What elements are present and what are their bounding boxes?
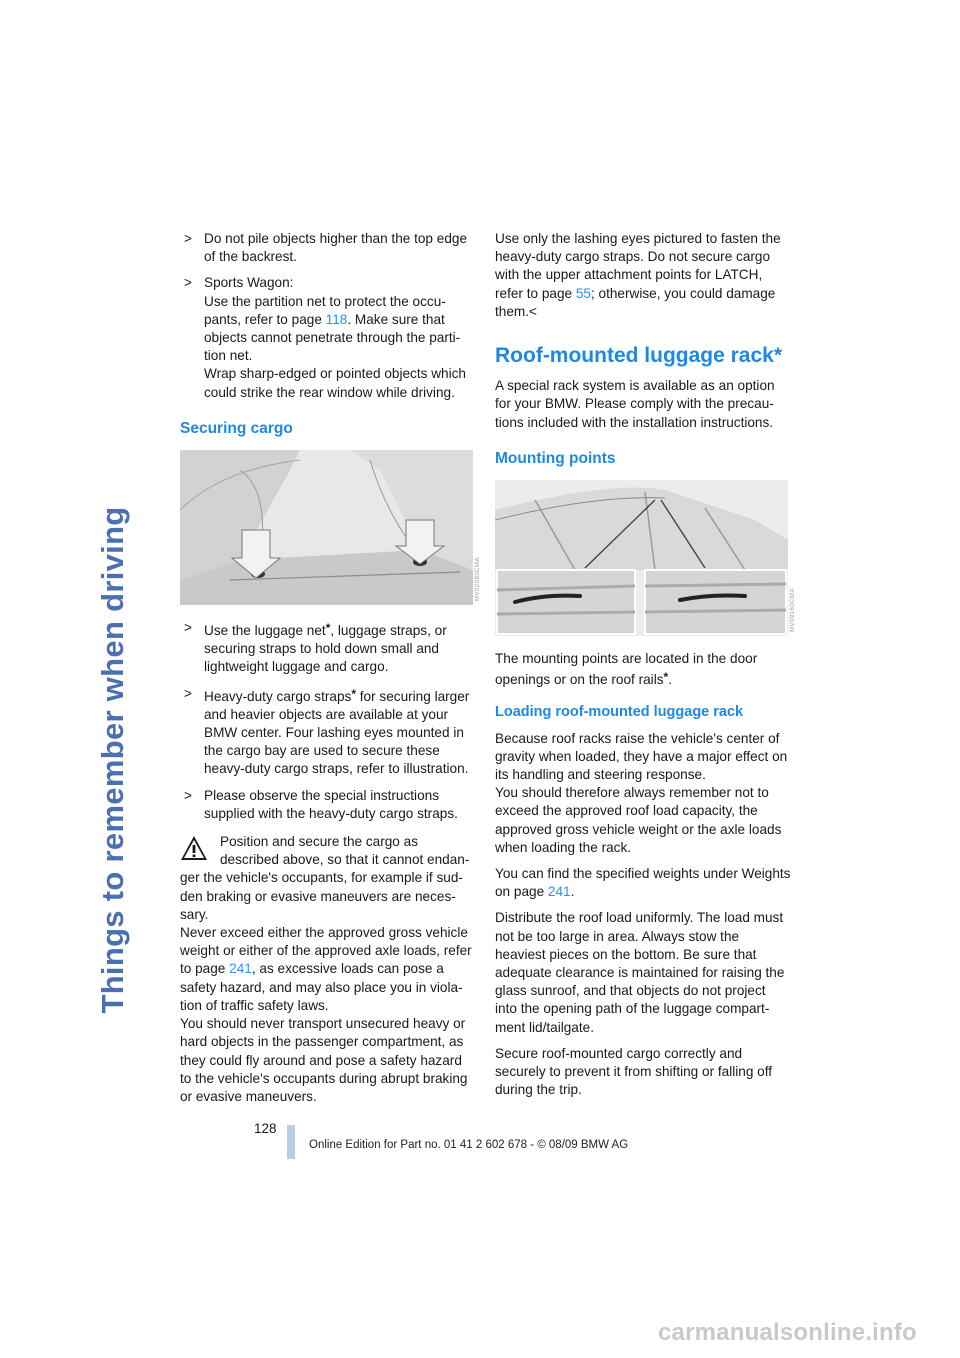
end-mark: < bbox=[529, 303, 537, 319]
cargo-illustration bbox=[180, 450, 481, 605]
mounting-points-illustration bbox=[495, 480, 796, 636]
page-link-241b[interactable]: 241 bbox=[547, 884, 571, 900]
warning-p1: Position and secure the cargo as described above, so that it cannot endanger the vehicle's occupants, for example if sudden braking or evasive maneuvers are necessary. bbox=[180, 834, 470, 922]
warning-note bbox=[180, 833, 476, 1106]
weights-text: You can find the specified weights under Weights on page 241. bbox=[495, 866, 791, 900]
secure-text: Secure roof-mounted cargo correctly and securely to prevent it from shifting or falling off during the trip. bbox=[495, 1045, 773, 1098]
footer-bar bbox=[287, 1125, 295, 1159]
figure-code: MV02080CMA bbox=[474, 557, 481, 602]
left-column bbox=[180, 230, 481, 1114]
warning-triangle-icon bbox=[180, 835, 208, 861]
page-link-55[interactable]: 55 bbox=[575, 285, 591, 301]
mounting-points-text: The mounting points are located in the door openings or on the roof rails*. bbox=[495, 651, 758, 688]
cargo-bay-image bbox=[180, 450, 473, 605]
heading-roof-rack: Roof-mounted luggage rack* bbox=[495, 344, 783, 368]
page-link-241[interactable]: 241 bbox=[229, 961, 252, 977]
roof-rack-text: A special rack system is available as an option for your BMW. Please comply with the precautions included with the installation instructions. bbox=[495, 378, 775, 430]
loading-text-1: Because roof racks raise the vehicle's center of gravity when loaded, they have a major effect on its handling and steering response. You should therefore always remember not to exceed the approved roof load capacity, the approved gross vehicle weight or the axle loads when loading the rack. bbox=[495, 730, 788, 855]
heading-mounting-points: Mounting points bbox=[495, 449, 616, 467]
bullet-special-instructions: > Please observe the special instructions supplied with the heavy-duty cargo straps. bbox=[184, 787, 458, 821]
lashing-eyes-text: Use only the lashing eyes pictured to fasten the heavy-duty cargo straps. Do not secure cargo with the upper attachment points for LATCH, refer to page 55; otherwise, you could damage them.< bbox=[495, 231, 781, 319]
figure-code: MV09160CMA bbox=[789, 588, 796, 633]
bullet-cargo-straps: > Heavy-duty cargo straps* for securing larger and heavier objects are available at your BMW center. Four lashing eyes mounted in the cargo bay are used to secure these heavy-duty cargo straps, refer to illustration. bbox=[184, 685, 470, 777]
heading-loading-rack: Loading roof-mounted luggage rack bbox=[495, 704, 744, 721]
page-link-118[interactable]: 118 bbox=[325, 311, 348, 327]
bullet-backrest: > Do not pile objects higher than the top edge of the backrest. bbox=[184, 231, 468, 265]
roof-mounting-image bbox=[495, 480, 788, 636]
bullet-sports-wagon: > Sports Wagon: Use the partition net to protect the occupants, refer to page 118. Make sure that objects cannot penetrate through the partition net. Wrap sharp-edged or pointed objects which could strike the rear window while driving. bbox=[184, 275, 466, 400]
warning-p3: You should never transport unsecured heavy or hard objects in the passenger compartment, as they could fly around and pose a safety hazard to the vehicle's occupants during abrupt braking or evasive maneuvers. bbox=[180, 1016, 468, 1104]
distribute-text: Distribute the roof load uniformly. The load must not be too large in area. Always stow the heaviest pieces on the bottom. Be sure that adequate clearance is maintained for raising the glass sunroof, and that objects do not project into the opening path of the luggage compartment lid/tailgate. bbox=[495, 910, 785, 1035]
warning-p2: Never exceed either the approved gross vehicle weight or either of the approved axle loads, refer to page 241, as excessive loads can pose a safety hazard, and may also place you in violation of traffic safety laws. bbox=[180, 925, 472, 1013]
right-column bbox=[495, 230, 796, 1108]
heading-securing-cargo: Securing cargo bbox=[180, 419, 293, 437]
side-chapter-title-text: Things to remember when driving bbox=[95, 506, 130, 1014]
site-watermark: carmanualsonline.info bbox=[658, 1319, 917, 1346]
page-number: 128 bbox=[254, 1121, 277, 1136]
bullet-luggage-net: > Use the luggage net*, luggage straps, or securing straps to hold down small and lightweight luggage and cargo. bbox=[184, 620, 447, 675]
footer-edition-text: Online Edition for Part no. 01 41 2 602 678 - © 08/09 BMW AG bbox=[309, 1139, 629, 1151]
